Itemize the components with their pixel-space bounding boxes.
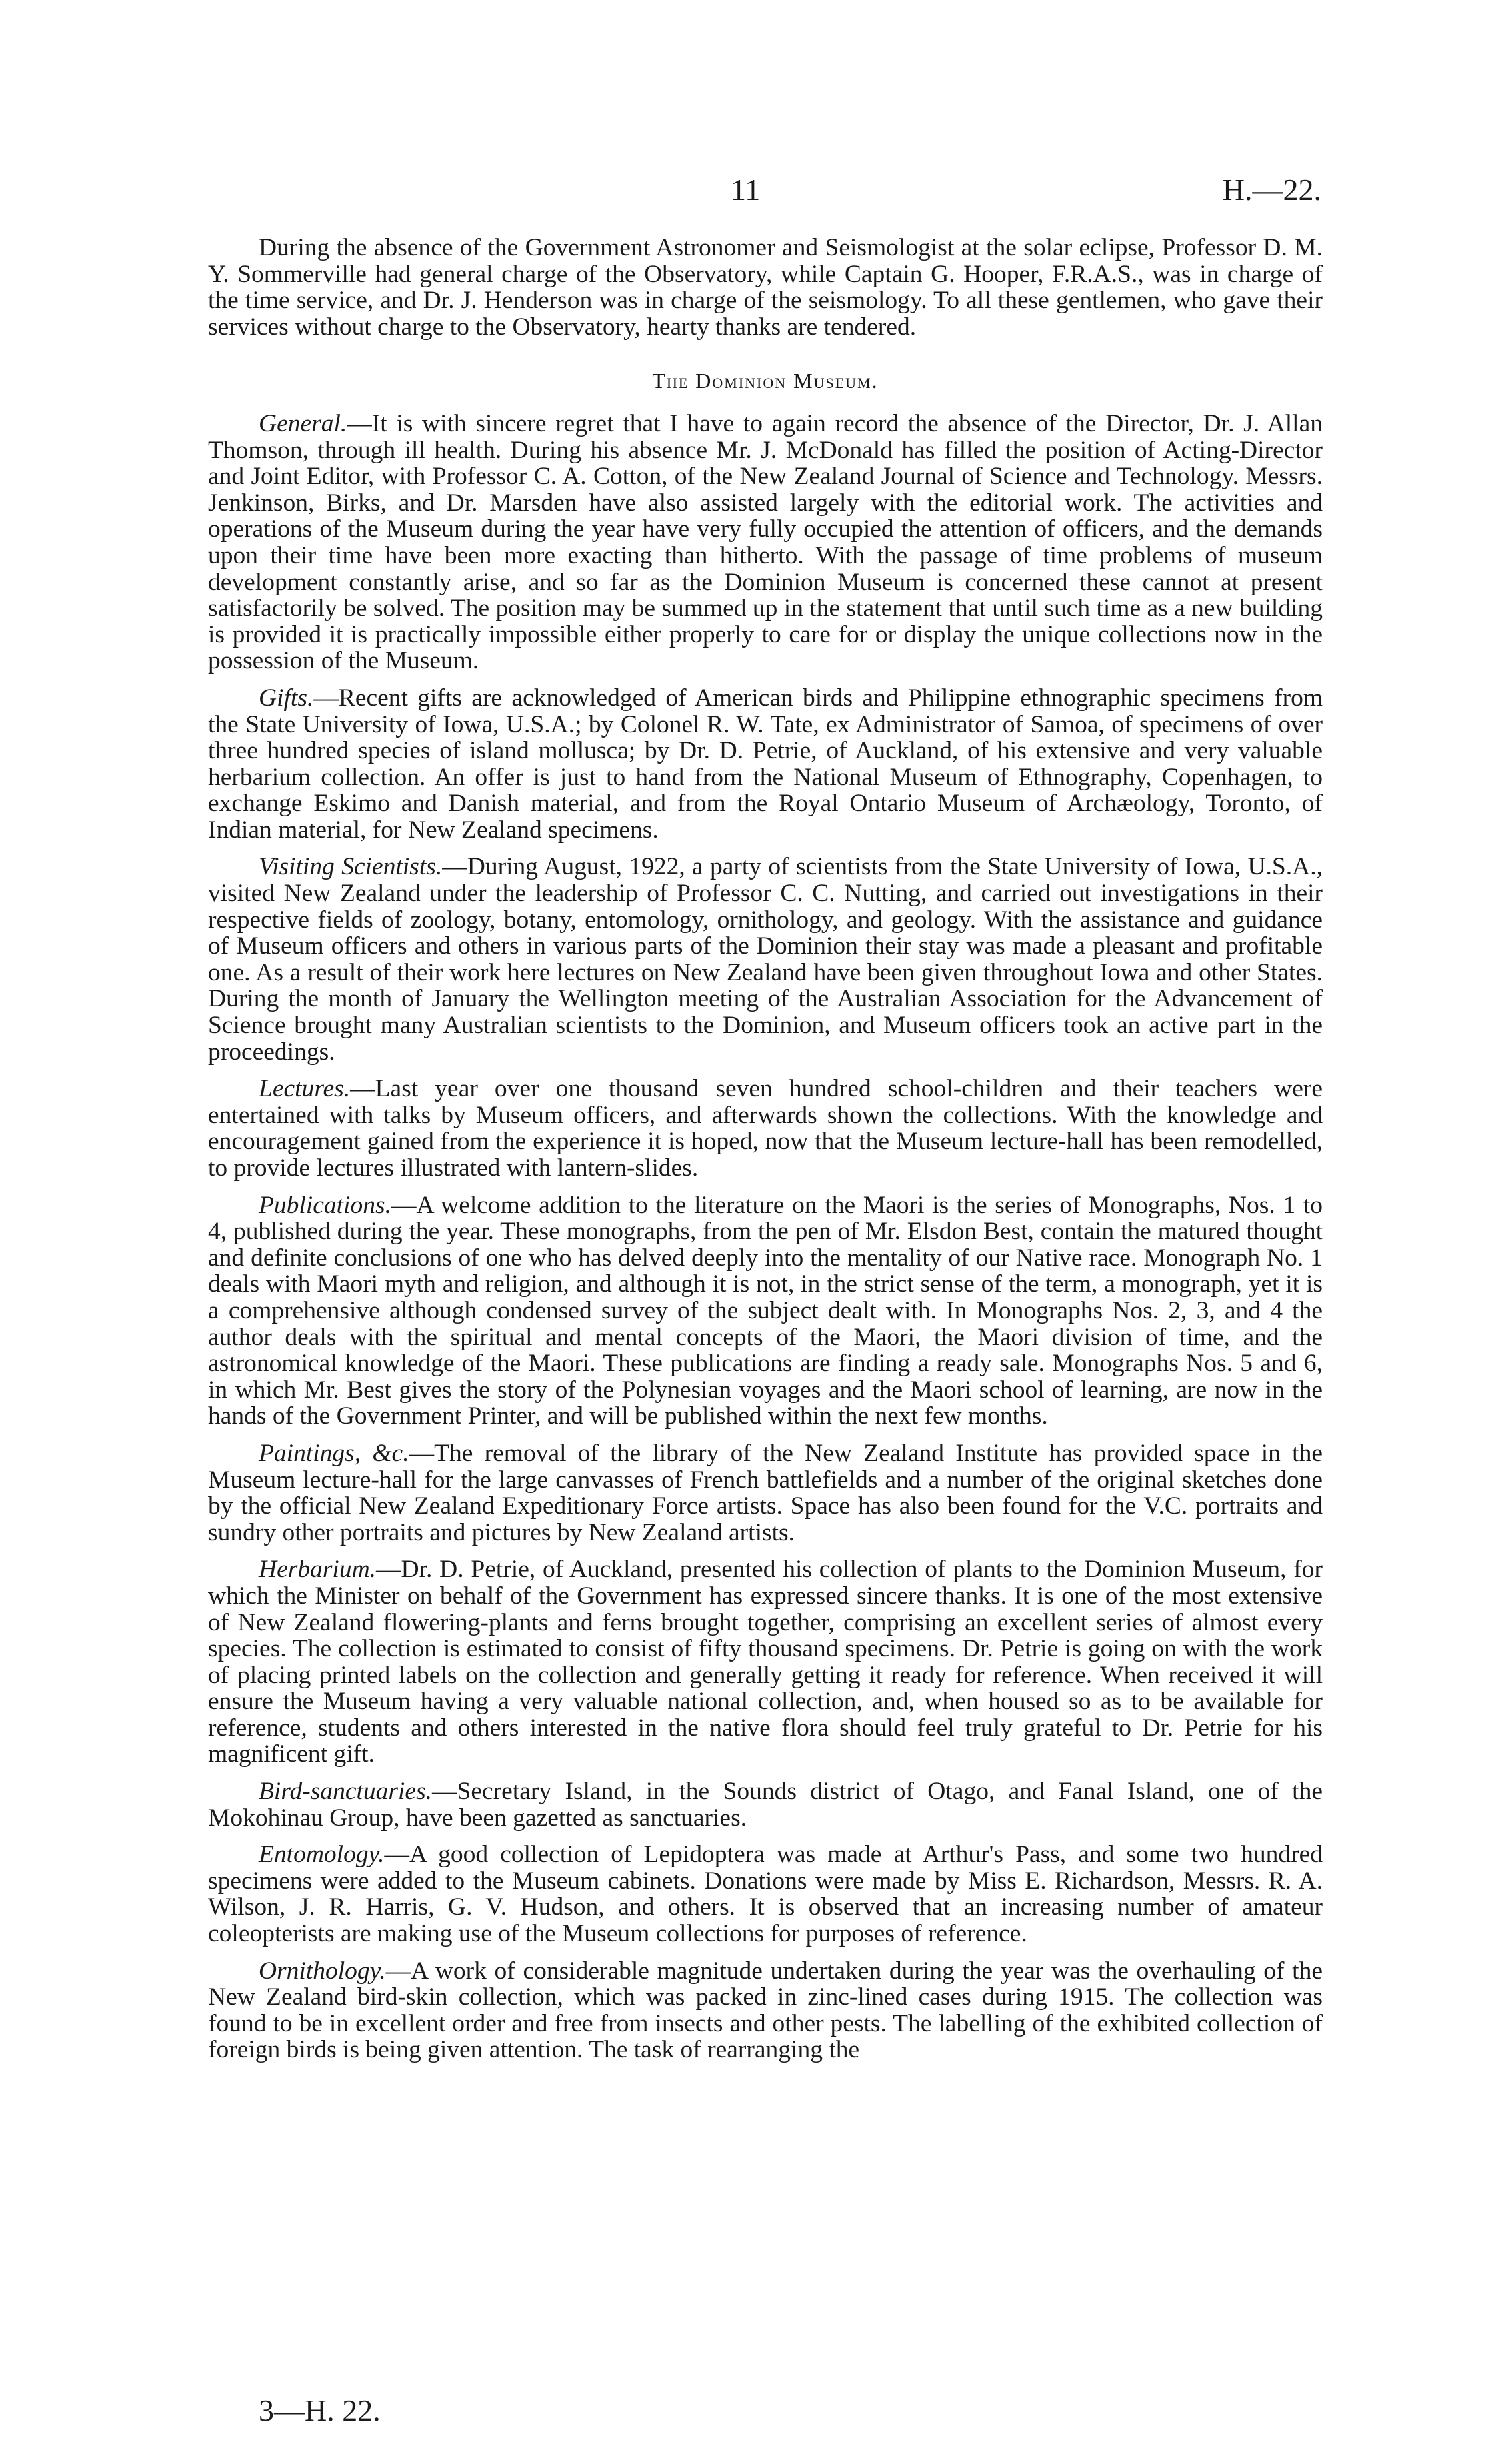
- paragraph-lead: Publications.: [259, 1191, 391, 1219]
- paragraph-text: —A welcome addition to the literature on the Maori is the series of Monographs, Nos. 1 to 4, published during the year. These monographs, from the pen of Mr. Elsdon Best, contain the matured thought and definite conclusions of one who has delved deeply into the mentality of our Native race. Monograph No. 1 deals with Maori myth and religion, and although it is not, in the strict sense of the term, a monograph, yet it is a comprehensive although condensed survey of the subject dealt with. In Monographs Nos. 2, 3, and 4 the author deals with the spiritual and mental concepts of the Maori, the Maori division of time, and the astronomical knowledge of the Maori. These publications are finding a ready sale. Monographs Nos. 5 and 6, in which Mr. Best gives the story of the Polynesian voyages and the Maori school of learning, are now in the hands of the Government Printer, and will be published within the next few months.: [208, 1191, 1323, 1430]
- paragraph-text: —The removal of the library of the New Zealand Institute has provided space in the Museum lecture-hall for the large canvasses of French battlefields and a number of the original sketches done by the official New Zealand Expeditionary Force artists. Space has also been found for the V.C. portraits and sundry other portraits and pictures by New Zealand artists.: [208, 1439, 1323, 1546]
- paragraph-paintings: [208, 1440, 1323, 1546]
- paragraph-lead: Lectures.: [259, 1075, 351, 1103]
- paragraph-text: —Secretary Island, in the Sounds district of Otago, and Fanal Island, one of the Mokohinau Group, have been gazetted as sanctuaries.: [208, 1778, 1323, 1832]
- body-text: [208, 235, 1323, 2074]
- paragraph-lead: Herbarium.: [259, 1556, 377, 1584]
- page-number: 11: [731, 173, 761, 207]
- paragraph-text: —It is with sincere regret that I have to again record the absence of the Director, Dr. J. Allan Thomson, through ill health. During his absence Mr. J. McDonald has filled the position of Acting-Director and Joint Editor, with Professor C. A. Cotton, of the New Zealand Journal of Science and Technology. Messrs. Jenkinson, Birks, and Dr. Marsden have also assisted largely with the editorial work. The activities and operations of the Museum during the year have very fully occupied the attention of officers, and the demands upon their time have been more exacting than hitherto. With the passage of time problems of museum development constantly arise, and so far as the Dominion Museum is concerned these cannot at present satisfactorily be solved. The position may be summed up in the statement that until such time as a new building is provided it is practically impossible either properly to care for or display the unique collections now in the possession of the Museum.: [208, 409, 1323, 675]
- paragraph-visiting-scientists: [208, 854, 1323, 1065]
- paragraph-lead: Paintings, &c.: [259, 1439, 409, 1467]
- paragraph-general: [208, 411, 1323, 674]
- paragraph-publications: [208, 1192, 1323, 1430]
- paragraph-gifts: [208, 685, 1323, 844]
- paragraph-lead: Entomology.: [259, 1841, 385, 1869]
- paragraph-text: —A work of considerable magnitude undertaken during the year was the overhauling of the New Zealand bird-skin collection, which was packed in zinc-lined cases during 1915. The collection was found to be in excellent order and free from insects and other pests. The labelling of the exhibited collection of foreign birds is being given attention. The task of rearranging the: [208, 1957, 1323, 2064]
- paragraph-lead: Ornithology.: [259, 1957, 386, 1985]
- paragraph-lead: General.: [259, 409, 347, 437]
- paragraph-entomology: [208, 1842, 1323, 1947]
- paragraph-text: —Recent gifts are acknowledged of American birds and Philippine ethnographic specimens from the State University of Iowa, U.S.A.; by Colonel R. W. Tate, ex Administrator of Samoa, of specimens of over three hundred species of island mollusca; by Dr. D. Petrie, of Auckland, of his extensive and very valuable herbarium collection. An offer is just to hand from the National Museum of Ethnography, Copenhagen, to exchange Eskimo and Danish material, and from the Royal Ontario Museum of Archæology, Toronto, of Indian material, for New Zealand specimens.: [208, 684, 1323, 844]
- paragraph-text: —Last year over one thousand seven hundred school-children and their teachers were entertained with talks by Museum officers, and afterwards shown the collections. With the knowledge and encouragement gained from the experience it is hoped, now that the Museum lecture-hall has been remodelled, to provide lectures illustrated with lantern-slides.: [208, 1075, 1323, 1182]
- section-title: The Dominion Museum.: [652, 369, 879, 393]
- paragraph-text: —A good collection of Lepidoptera was made at Arthur's Pass, and some two hundred specimens were added to the Museum cabinets. Donations were made by Miss E. Richardson, Messrs. R. A. Wilson, J. R. Harris, G. V. Hudson, and others. It is observed that an increasing number of amateur coleopterists are making use of the Museum collections for purposes of reference.: [208, 1841, 1323, 1948]
- paragraph-lead: Visiting Scientists.: [259, 853, 443, 881]
- paragraph-ornithology: [208, 1958, 1323, 2063]
- document-reference: H.—22.: [1222, 173, 1321, 207]
- paragraph-herbarium: [208, 1556, 1323, 1768]
- paragraph-lead: Gifts.: [259, 684, 314, 712]
- paragraph-text: —Dr. D. Petrie, of Auckland, presented his collection of plants to the Dominion Museum, for which the Minister on behalf of the Government has expressed sincere thanks. It is one of the most extensive of New Zealand flowering-plants and ferns brought together, comprising an excellent series of almost every species. The collection is estimated to consist of fifty thousand specimens. Dr. Petrie is going on with the work of placing printed labels on the collection and generally getting it ready for reference. When received it will ensure the Museum having a very valuable national collection, and, when housed so as to be available for reference, students and others interested in the native flora should feel truly grateful to Dr. Petrie for his magnificent gift.: [208, 1556, 1323, 1768]
- page-header: [0, 172, 1512, 212]
- paragraph-text: —During August, 1922, a party of scientists from the State University of Iowa, U.S.A., visited New Zealand under the leadership of Professor C. C. Nutting, and carried out investigations in their respective fields of zoology, botany, entomology, ornithology, and geology. With the assistance and guidance of Museum officers and others in various parts of the Dominion their stay was made a pleasant and profitable one. As a result of their work here lectures on New Zealand have been given throughout Iowa and other States. During the month of January the Wellington meeting of the Australian Association for the Advancement of Science brought many Australian scientists to the Dominion, and Museum officers took an active part in the proceedings.: [208, 853, 1323, 1066]
- paragraph-lead: Bird-sanctuaries.: [259, 1778, 433, 1806]
- paragraph-bird-sanctuaries: [208, 1778, 1323, 1831]
- paragraph-lectures: [208, 1076, 1323, 1181]
- signature-reference: 3—H. 22.: [259, 2393, 381, 2427]
- intro-paragraph: During the absence of the Government Astronomer and Seismologist at the solar eclipse, Professor D. M. Y. Sommerville had general charge of the Observatory, while Captain G. Hooper, F.R.A.S., was in charge of the time service, and Dr. J. Henderson was in charge of the seismology. To all these gentlemen, who gave their services without charge to the Observatory, hearty thanks are tendered.: [208, 234, 1323, 341]
